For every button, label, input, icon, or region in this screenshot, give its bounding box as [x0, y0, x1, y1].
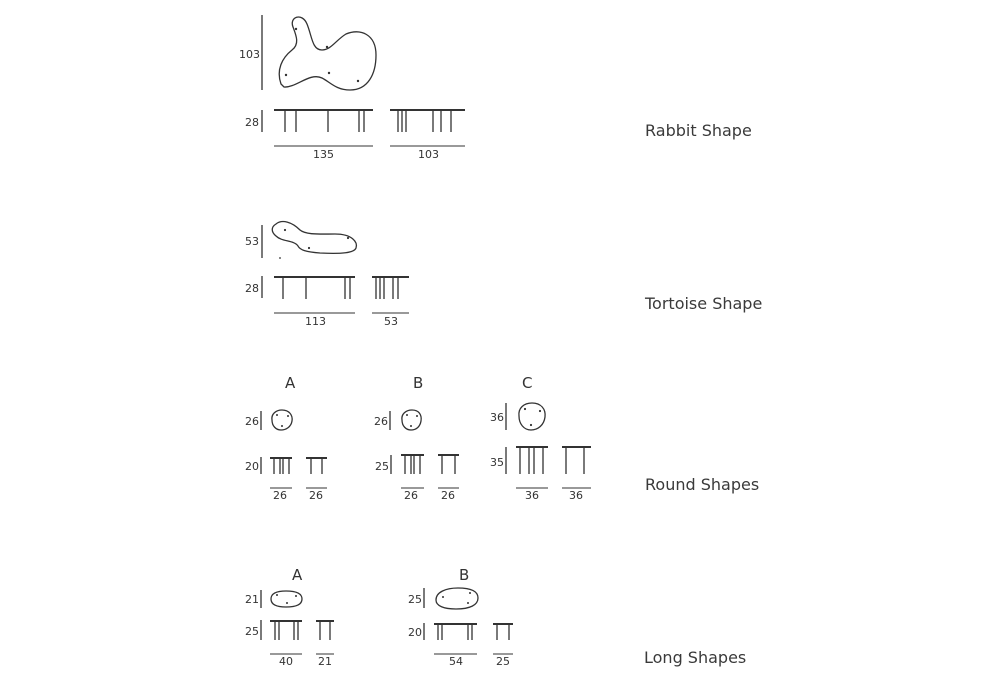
round-b-depth-label: 26	[374, 415, 388, 428]
round-a-front-elevation	[270, 458, 292, 488]
round-c-front-elevation	[516, 447, 548, 488]
rabbit-length-label: 135	[313, 148, 334, 161]
long-b-side-elevation	[493, 624, 513, 654]
long-a-side-elevation	[316, 621, 334, 654]
rabbit-height-label: 28	[245, 116, 259, 129]
long-a-leg-dot	[286, 602, 288, 604]
round-a-group	[245, 374, 327, 502]
tortoise-caption: Tortoise Shape	[645, 294, 763, 313]
rabbit-leg-dot	[328, 72, 330, 74]
round-b-top-view-outline	[402, 410, 421, 430]
long-b-leg-dot	[469, 592, 471, 594]
long-b-leg-dot	[467, 602, 469, 604]
round-c-height-label: 35	[490, 456, 504, 469]
long-a-variant-label: A	[292, 566, 303, 584]
rabbit-side-elevation	[390, 110, 465, 146]
long-a-length-label: 40	[279, 655, 293, 668]
round-c-leg-dot	[530, 424, 532, 426]
round-a-leg-dot	[287, 415, 289, 417]
round-a-width-label: 26	[309, 489, 323, 502]
round-a-side-elevation	[306, 458, 327, 488]
round-a-top-view-outline	[272, 410, 292, 430]
tortoise-width-label: 53	[384, 315, 398, 328]
rabbit-leg-dot	[326, 46, 328, 48]
rabbit-caption: Rabbit Shape	[645, 121, 752, 140]
round-b-group	[374, 374, 459, 502]
long-a-height-label: 25	[245, 625, 259, 638]
round-b-leg-dot	[410, 425, 412, 427]
long-a-leg-dot	[276, 594, 278, 596]
round-b-length-label: 26	[404, 489, 418, 502]
round-c-length-label: 36	[525, 489, 539, 502]
rabbit-front-elevation	[274, 110, 373, 146]
tortoise-leg-dot	[308, 247, 310, 249]
tortoise-side-elevation	[372, 277, 409, 313]
round-a-variant-label: A	[285, 374, 296, 392]
round-c-width-label: 36	[569, 489, 583, 502]
round-caption: Round Shapes	[645, 475, 760, 494]
tortoise-group	[245, 222, 409, 328]
long-a-leg-dot	[295, 595, 297, 597]
long-a-front-elevation	[270, 621, 302, 654]
round-c-side-elevation	[562, 447, 591, 488]
round-c-leg-dot	[539, 410, 541, 412]
round-b-height-label: 25	[375, 460, 389, 473]
rabbit-group	[239, 15, 465, 161]
round-b-leg-dot	[416, 415, 418, 417]
round-b-variant-label: B	[413, 374, 424, 392]
round-c-leg-dot	[524, 408, 526, 410]
long-b-group	[408, 566, 513, 668]
tortoise-top-view-outline	[272, 222, 356, 254]
round-b-side-elevation	[438, 455, 459, 488]
rabbit-leg-dot	[295, 28, 297, 30]
round-b-front-elevation	[401, 455, 424, 488]
rabbit-leg-dot	[357, 80, 359, 82]
rabbit-leg-dot	[285, 74, 287, 76]
rabbit-width-label: 103	[418, 148, 439, 161]
long-a-top-view-outline	[271, 591, 302, 607]
round-a-leg-dot	[276, 414, 278, 416]
round-c-depth-label: 36	[490, 411, 504, 424]
tortoise-depth-label: 53	[245, 235, 259, 248]
tortoise-height-label: 28	[245, 282, 259, 295]
long-b-leg-dot	[442, 596, 444, 598]
long-b-variant-label: B	[459, 566, 470, 584]
long-caption: Long Shapes	[644, 648, 747, 667]
tortoise-leg-dot	[284, 229, 286, 231]
rabbit-top-view-outline	[279, 17, 376, 90]
long-a-width-label: 21	[318, 655, 332, 668]
rabbit-depth-label: 103	[239, 48, 260, 61]
round-b-leg-dot	[406, 414, 408, 416]
tortoise-front-elevation	[274, 277, 355, 313]
round-a-leg-dot	[281, 425, 283, 427]
long-b-front-elevation	[434, 624, 477, 654]
long-b-top-view-outline	[436, 588, 478, 609]
round-c-top-view-outline	[519, 403, 545, 430]
long-b-width-label: 25	[496, 655, 510, 668]
long-b-height-label: 20	[408, 626, 422, 639]
long-a-group	[245, 566, 334, 668]
round-a-height-label: 20	[245, 460, 259, 473]
tortoise-leg-dot	[279, 257, 281, 259]
round-a-length-label: 26	[273, 489, 287, 502]
round-b-width-label: 26	[441, 489, 455, 502]
long-b-length-label: 54	[449, 655, 463, 668]
round-a-depth-label: 26	[245, 415, 259, 428]
long-a-depth-label: 21	[245, 593, 259, 606]
tortoise-length-label: 113	[305, 315, 326, 328]
tortoise-leg-dot	[347, 237, 349, 239]
round-c-group	[490, 374, 591, 502]
long-b-depth-label: 25	[408, 593, 422, 606]
round-c-variant-label: C	[522, 374, 533, 392]
